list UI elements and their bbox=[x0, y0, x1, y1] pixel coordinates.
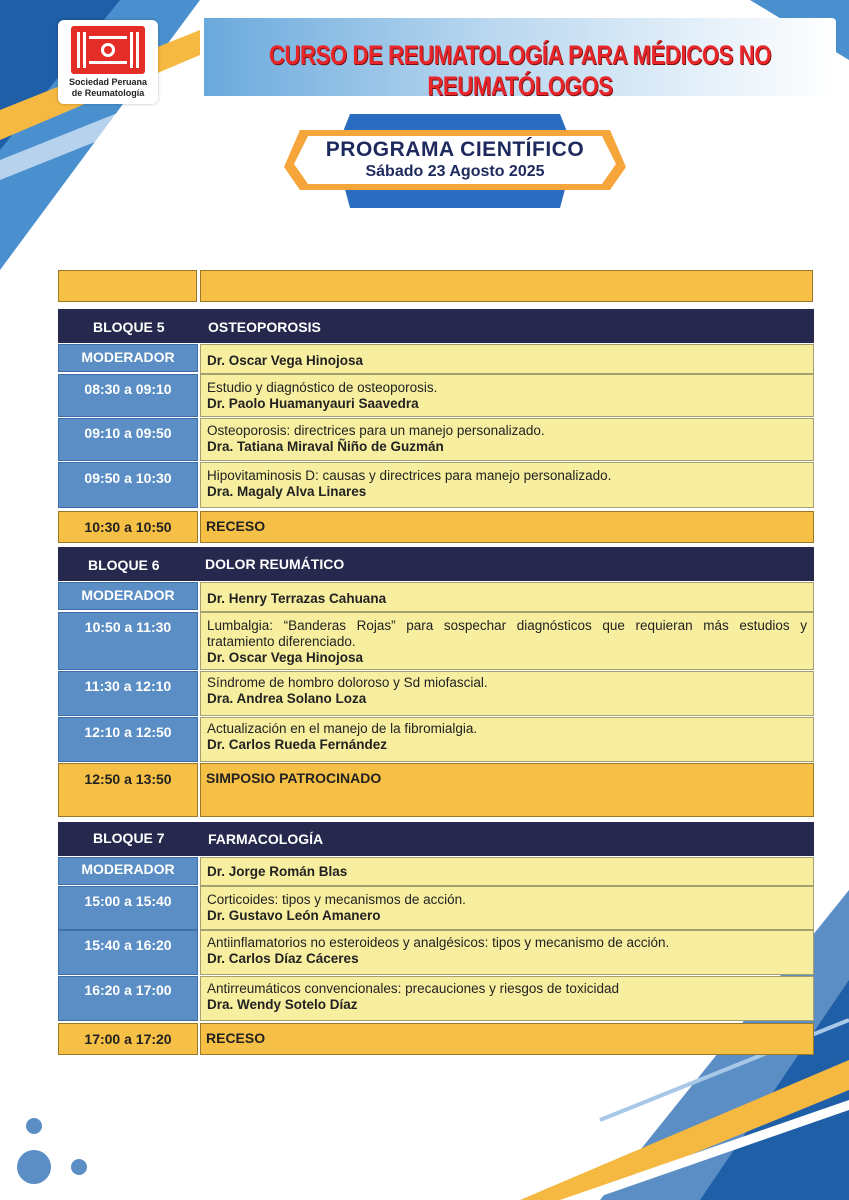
session-time: 09:50 a 10:30 bbox=[58, 462, 198, 508]
logo-line-1: Sociedad Peruana bbox=[68, 77, 148, 87]
session-speaker: Dra. Tatiana Miraval Ñiño de Guzmán bbox=[207, 439, 444, 454]
session-speaker: Dr. Gustavo León Amanero bbox=[207, 908, 381, 923]
session-title: Actualización en el manejo de la fibromialgia. bbox=[207, 721, 478, 736]
session-time: 15:00 a 15:40 bbox=[58, 886, 198, 930]
block-topic: OSTEOPOROSIS bbox=[208, 319, 321, 335]
table-header-left bbox=[58, 270, 197, 302]
break-time: 10:30 a 10:50 bbox=[58, 511, 198, 543]
session-info bbox=[200, 671, 814, 716]
session-title: Antirreumáticos convencionales: precauciones y riesgos de toxicidad bbox=[207, 981, 619, 996]
session-speaker: Dr. Carlos Díaz Cáceres bbox=[207, 951, 359, 966]
program-badge bbox=[270, 112, 640, 212]
session-speaker: Dr. Oscar Vega Hinojosa bbox=[207, 650, 364, 665]
block-6-header bbox=[58, 547, 814, 581]
course-title: CURSO DE REUMATOLOGÍA PARA MÉDICOS NO REUMATÓLOGOS bbox=[268, 40, 772, 101]
break-label: RECESO bbox=[200, 511, 814, 543]
moderator-name: Dr. Jorge Román Blas bbox=[200, 857, 814, 886]
session-title: Estudio y diagnóstico de osteoporosis. bbox=[207, 380, 438, 395]
session-time: 10:50 a 11:30 bbox=[58, 612, 198, 670]
session-speaker: Dr. Carlos Rueda Fernández bbox=[207, 737, 388, 752]
session-title: Síndrome de hombro doloroso y Sd miofascial. bbox=[207, 675, 488, 690]
logo-line-2: de Reumatología bbox=[71, 88, 145, 98]
block-label: BLOQUE 5 bbox=[93, 319, 165, 335]
session-title: Lumbalgia: “Banderas Rojas” para sospechar diagnósticos que requieran más estudios y tratamiento diferenciado. bbox=[207, 618, 807, 649]
session-info bbox=[200, 612, 814, 670]
block-topic: FARMACOLOGÍA bbox=[208, 831, 324, 847]
table-header-right bbox=[200, 270, 813, 302]
session-info bbox=[200, 717, 814, 762]
session-info bbox=[200, 930, 814, 975]
moderator-name: Dr. Henry Terrazas Cahuana bbox=[200, 582, 814, 612]
session-time: 16:20 a 17:00 bbox=[58, 976, 198, 1021]
session-time: 09:10 a 09:50 bbox=[58, 418, 198, 461]
block-5-header bbox=[58, 309, 814, 343]
session-title: Corticoides: tipos y mecanismos de acción. bbox=[207, 892, 466, 907]
session-time: 15:40 a 16:20 bbox=[58, 930, 198, 975]
logo-emblem-icon bbox=[71, 26, 145, 74]
session-time: 08:30 a 09:10 bbox=[58, 374, 198, 417]
block-topic: DOLOR REUMÁTICO bbox=[205, 556, 345, 572]
session-info bbox=[200, 418, 814, 461]
session-info bbox=[200, 374, 814, 417]
program-date: Sábado 23 Agosto 2025 bbox=[365, 163, 545, 180]
break-time: 12:50 a 13:50 bbox=[58, 763, 198, 817]
block-label: BLOQUE 6 bbox=[88, 557, 160, 573]
session-info bbox=[200, 462, 814, 508]
break-label: RECESO bbox=[200, 1023, 814, 1055]
session-time: 12:10 a 12:50 bbox=[58, 717, 198, 762]
break-time: 17:00 a 17:20 bbox=[58, 1023, 198, 1055]
session-info bbox=[200, 886, 814, 930]
moderator-label: MODERADOR bbox=[58, 857, 198, 885]
block-label: BLOQUE 7 bbox=[93, 830, 165, 846]
session-title: Antiinflamatorios no esteroideos y analgésicos: tipos y mecanismo de acción. bbox=[207, 935, 670, 950]
moderator-name: Dr. Oscar Vega Hinojosa bbox=[200, 344, 814, 374]
session-speaker: Dra. Wendy Sotelo Díaz bbox=[207, 997, 358, 1012]
session-time: 11:30 a 12:10 bbox=[58, 671, 198, 716]
session-title: Osteoporosis: directrices para un manejo personalizado. bbox=[207, 423, 545, 438]
moderator-label: MODERADOR bbox=[58, 582, 198, 610]
session-title: Hipovitaminosis D: causas y directrices para manejo personalizado. bbox=[207, 468, 612, 483]
society-logo bbox=[58, 20, 158, 104]
session-info bbox=[200, 976, 814, 1021]
block-7-header bbox=[58, 822, 814, 856]
session-speaker: Dra. Andrea Solano Loza bbox=[207, 691, 367, 706]
moderator-label: MODERADOR bbox=[58, 344, 198, 372]
session-speaker: Dra. Magaly Alva Linares bbox=[207, 484, 367, 499]
program-title: PROGRAMA CIENTÍFICO bbox=[325, 138, 585, 161]
break-label: SIMPOSIO PATROCINADO bbox=[200, 763, 814, 817]
session-speaker: Dr. Paolo Huamanyauri Saavedra bbox=[207, 396, 419, 411]
